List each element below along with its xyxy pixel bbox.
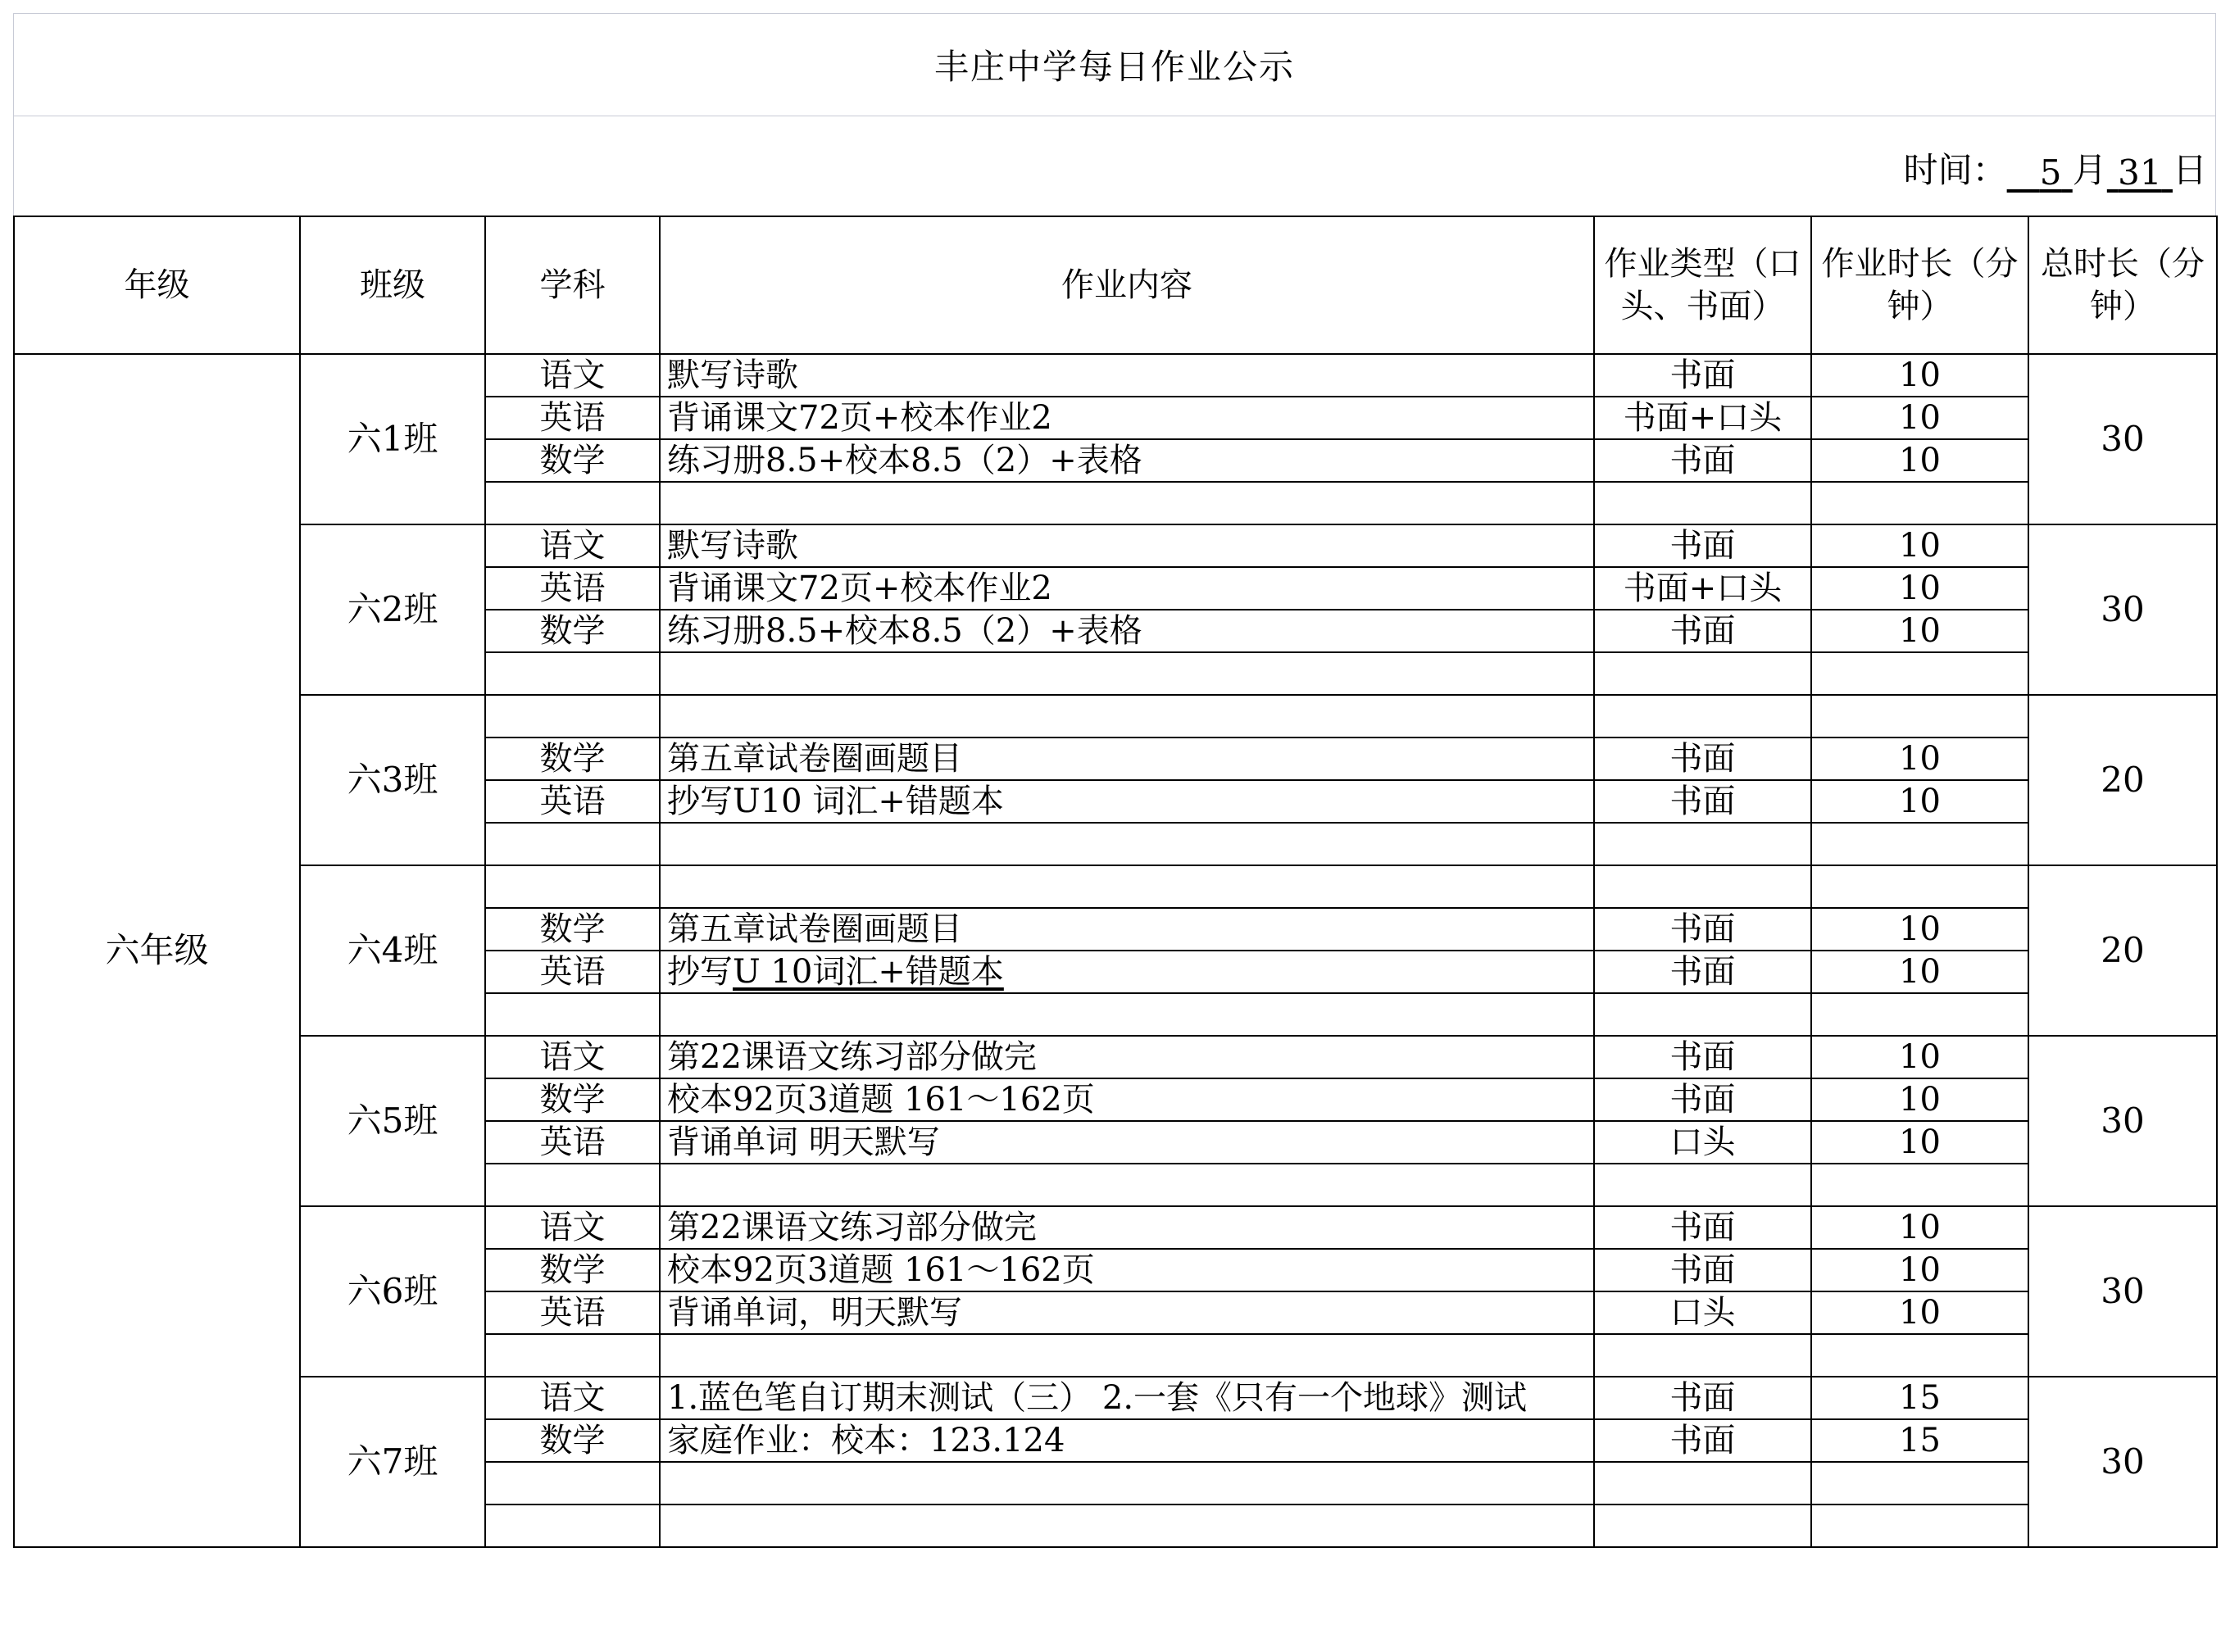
subject-cell: 数学	[485, 1249, 660, 1291]
duration-cell: 10	[1811, 780, 2028, 823]
subject-cell	[485, 993, 660, 1036]
total-cell: 30	[2028, 354, 2217, 524]
subject-cell: 数学	[485, 738, 660, 780]
class-cell: 六2班	[300, 524, 485, 695]
subject-cell: 英语	[485, 951, 660, 993]
total-cell: 30	[2028, 1377, 2217, 1547]
date-prefix: 时间：	[1903, 150, 2007, 190]
subject-cell	[485, 652, 660, 695]
duration-cell: 10	[1811, 354, 2028, 397]
total-cell: 30	[2028, 1036, 2217, 1206]
table-row	[14, 1036, 2217, 1078]
date-month-unit: 月	[2072, 150, 2107, 190]
content-cell	[660, 482, 1594, 524]
type-cell: 书面+口头	[1594, 567, 1811, 610]
grade-cell: 六年级	[14, 354, 300, 1547]
subject-cell: 语文	[485, 524, 660, 567]
duration-cell	[1811, 482, 2028, 524]
duration-cell	[1811, 652, 2028, 695]
duration-cell: 10	[1811, 738, 2028, 780]
content-cell	[660, 695, 1594, 738]
content-cell	[660, 1462, 1594, 1504]
type-cell: 书面	[1594, 908, 1811, 951]
duration-cell	[1811, 1334, 2028, 1377]
class-cell: 六3班	[300, 695, 485, 865]
type-cell	[1594, 1334, 1811, 1377]
date-month: 5	[2039, 152, 2062, 193]
header-class: 班级	[300, 216, 485, 354]
header-content: 作业内容	[660, 216, 1594, 354]
content-cell	[660, 1504, 1594, 1547]
header-type: 作业类型（口头、书面）	[1594, 216, 1811, 354]
subject-cell	[485, 482, 660, 524]
subject-cell: 英语	[485, 1291, 660, 1334]
class-cell: 六1班	[300, 354, 485, 524]
type-cell: 书面	[1594, 354, 1811, 397]
class-cell: 六5班	[300, 1036, 485, 1206]
content-cell	[660, 652, 1594, 695]
duration-cell: 10	[1811, 1078, 2028, 1121]
class-cell: 六6班	[300, 1206, 485, 1377]
homework-table	[13, 216, 2218, 1548]
subject-cell: 英语	[485, 1121, 660, 1164]
content-underlined: U 10词汇+错题本	[733, 953, 1004, 991]
duration-cell: 15	[1811, 1377, 2028, 1419]
content-cell: 默写诗歌	[660, 524, 1594, 567]
subject-cell: 数学	[485, 610, 660, 652]
duration-cell: 10	[1811, 1121, 2028, 1164]
table-row	[14, 524, 2217, 567]
duration-cell	[1811, 993, 2028, 1036]
content-cell	[660, 951, 1594, 993]
content-cell: 练习册8.5+校本8.5（2）+表格	[660, 439, 1594, 482]
duration-cell: 10	[1811, 1291, 2028, 1334]
table-body	[14, 354, 2217, 1547]
homework-sheet	[13, 13, 2216, 1548]
duration-cell: 15	[1811, 1419, 2028, 1462]
subject-cell	[485, 1164, 660, 1206]
header-subject: 学科	[485, 216, 660, 354]
content-cell: 校本92页3道题 161～162页	[660, 1249, 1594, 1291]
content-cell: 抄写U10 词汇+错题本	[660, 780, 1594, 823]
content-cell: 第五章试卷圈画题目	[660, 908, 1594, 951]
type-cell: 书面	[1594, 524, 1811, 567]
header-row	[14, 216, 2217, 354]
content-cell: 默写诗歌	[660, 354, 1594, 397]
header-grade: 年级	[14, 216, 300, 354]
date-day-unit: 日	[2172, 150, 2207, 190]
type-cell: 书面	[1594, 1377, 1811, 1419]
table-row	[14, 1377, 2217, 1419]
subject-cell: 数学	[485, 1078, 660, 1121]
table-row	[14, 695, 2217, 738]
subject-cell: 数学	[485, 439, 660, 482]
content-cell	[660, 1164, 1594, 1206]
type-cell	[1594, 1164, 1811, 1206]
content-cell: 第五章试卷圈画题目	[660, 738, 1594, 780]
content-cell: 背诵单词，明天默写	[660, 1291, 1594, 1334]
subject-cell: 英语	[485, 397, 660, 439]
type-cell	[1594, 993, 1811, 1036]
duration-cell: 10	[1811, 397, 2028, 439]
table-row	[14, 865, 2217, 908]
total-cell: 30	[2028, 524, 2217, 695]
sheet-title: 丰庄中学每日作业公示	[13, 13, 2216, 116]
type-cell: 书面	[1594, 439, 1811, 482]
duration-cell: 10	[1811, 610, 2028, 652]
table-row	[14, 354, 2217, 397]
duration-cell: 10	[1811, 567, 2028, 610]
header-duration: 作业时长（分钟）	[1811, 216, 2028, 354]
type-cell: 书面	[1594, 738, 1811, 780]
duration-cell: 10	[1811, 908, 2028, 951]
content-cell	[660, 823, 1594, 865]
total-cell: 30	[2028, 1206, 2217, 1377]
content-cell: 1.蓝色笔自订期末测试（三） 2.一套《只有一个地球》测试	[660, 1377, 1594, 1419]
content-cell: 背诵课文72页+校本作业2	[660, 567, 1594, 610]
subject-cell	[485, 1504, 660, 1547]
type-cell	[1594, 695, 1811, 738]
type-cell: 书面	[1594, 1036, 1811, 1078]
content-prefix: 抄写	[667, 953, 733, 991]
subject-cell: 语文	[485, 1377, 660, 1419]
content-cell: 练习册8.5+校本8.5（2）+表格	[660, 610, 1594, 652]
duration-cell	[1811, 695, 2028, 738]
subject-cell	[485, 695, 660, 738]
content-cell	[660, 993, 1594, 1036]
date-day: 31	[2118, 152, 2162, 193]
type-cell: 书面	[1594, 780, 1811, 823]
total-cell: 20	[2028, 865, 2217, 1036]
subject-cell: 英语	[485, 567, 660, 610]
type-cell: 口头	[1594, 1121, 1811, 1164]
subject-cell: 语文	[485, 1036, 660, 1078]
duration-cell	[1811, 1164, 2028, 1206]
content-cell: 家庭作业：校本：123.124	[660, 1419, 1594, 1462]
duration-cell	[1811, 823, 2028, 865]
type-cell: 书面	[1594, 1206, 1811, 1249]
duration-cell: 10	[1811, 1206, 2028, 1249]
duration-cell	[1811, 865, 2028, 908]
subject-cell	[485, 1462, 660, 1504]
subject-cell	[485, 865, 660, 908]
content-cell	[660, 1334, 1594, 1377]
type-cell: 书面+口头	[1594, 397, 1811, 439]
content-cell: 第22课语文练习部分做完	[660, 1036, 1594, 1078]
type-cell: 书面	[1594, 1249, 1811, 1291]
subject-cell	[485, 823, 660, 865]
class-cell: 六7班	[300, 1377, 485, 1547]
type-cell: 书面	[1594, 951, 1811, 993]
subject-cell: 数学	[485, 1419, 660, 1462]
type-cell	[1594, 865, 1811, 908]
duration-cell: 10	[1811, 951, 2028, 993]
type-cell	[1594, 482, 1811, 524]
total-cell: 20	[2028, 695, 2217, 865]
subject-cell: 英语	[485, 780, 660, 823]
content-cell: 背诵课文72页+校本作业2	[660, 397, 1594, 439]
duration-cell	[1811, 1462, 2028, 1504]
type-cell: 书面	[1594, 1419, 1811, 1462]
duration-cell	[1811, 1504, 2028, 1547]
date-line	[13, 116, 2216, 216]
duration-cell: 10	[1811, 1036, 2028, 1078]
content-cell: 第22课语文练习部分做完	[660, 1206, 1594, 1249]
duration-cell: 10	[1811, 439, 2028, 482]
subject-cell: 数学	[485, 908, 660, 951]
type-cell	[1594, 1462, 1811, 1504]
header-total: 总时长（分钟）	[2028, 216, 2217, 354]
table-row	[14, 1206, 2217, 1249]
duration-cell: 10	[1811, 1249, 2028, 1291]
type-cell: 书面	[1594, 610, 1811, 652]
class-cell: 六4班	[300, 865, 485, 1036]
type-cell: 书面	[1594, 1078, 1811, 1121]
subject-cell: 语文	[485, 1206, 660, 1249]
duration-cell: 10	[1811, 524, 2028, 567]
content-cell: 背诵单词 明天默写	[660, 1121, 1594, 1164]
content-cell	[660, 865, 1594, 908]
type-cell: 口头	[1594, 1291, 1811, 1334]
type-cell	[1594, 652, 1811, 695]
subject-cell: 语文	[485, 354, 660, 397]
type-cell	[1594, 823, 1811, 865]
subject-cell	[485, 1334, 660, 1377]
type-cell	[1594, 1504, 1811, 1547]
content-cell: 校本92页3道题 161～162页	[660, 1078, 1594, 1121]
